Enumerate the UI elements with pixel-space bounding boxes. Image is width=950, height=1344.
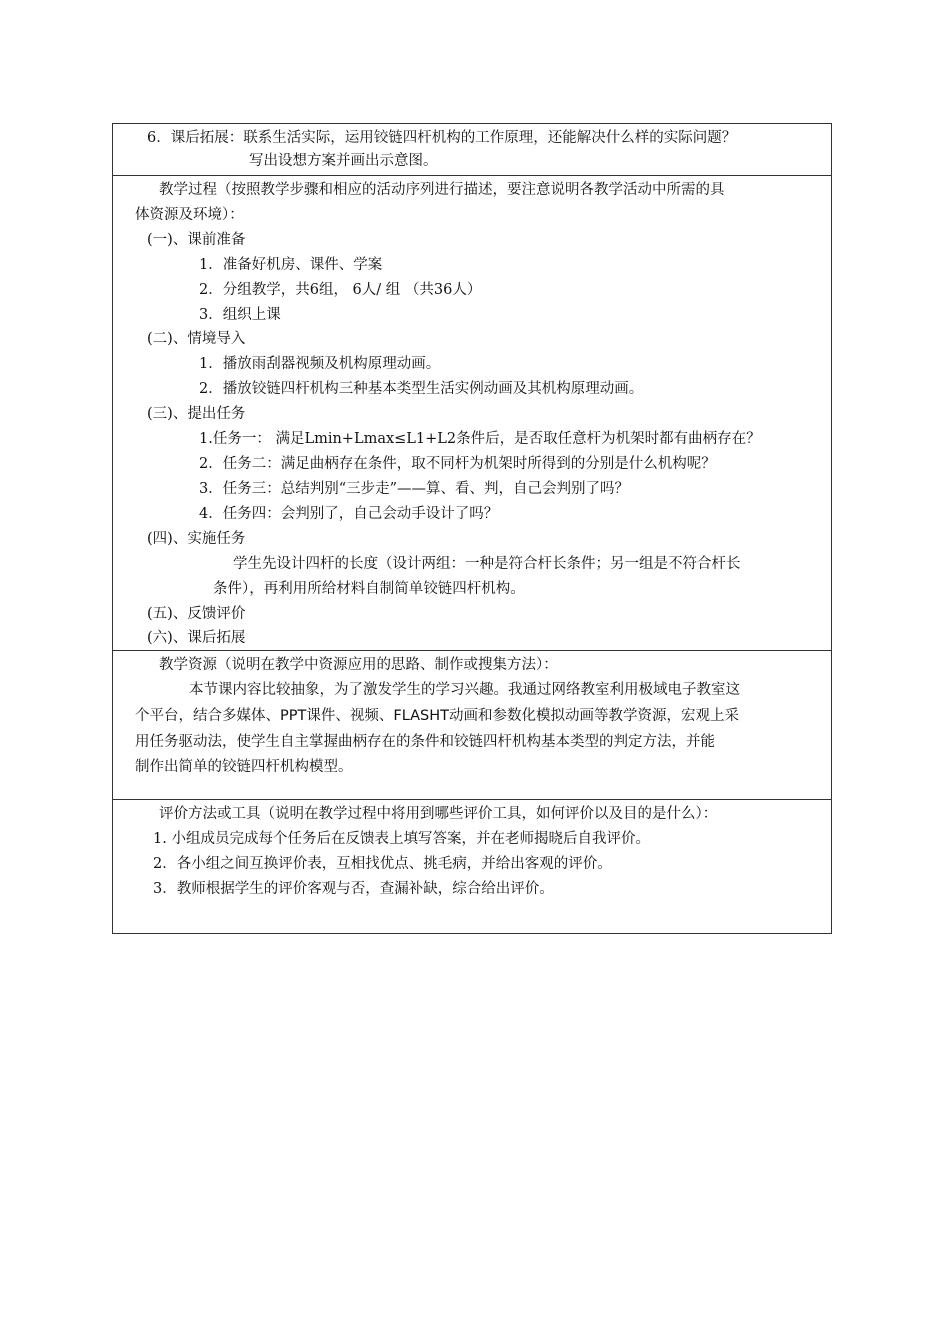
lesson-plan-table (112, 123, 832, 934)
extension-line-2: 写出设想方案并画出示意图。 (249, 153, 438, 169)
section-after-class-extension (113, 124, 831, 175)
step-heading-introduction: (二)、情境导入 (147, 331, 246, 347)
section-teaching-resources (113, 650, 831, 799)
step-heading-feedback: (五)、反馈评价 (147, 606, 246, 622)
resources-text-c: 课件、视频、 (306, 708, 394, 724)
preparation-item-1: 1．准备好机房、课件、学案 (199, 257, 383, 273)
step-heading-extension: (六)、课后拓展 (147, 630, 246, 646)
introduction-item-1: 1．播放雨刮器视频及机构原理动画。 (199, 356, 441, 372)
introduction-item-2: 2．播放铰链四杆机构三种基本类型生活实例动画及其机构原理动画。 (199, 381, 644, 397)
implementation-line-2: 条件），再利用所给材料自制简单铰链四杆机构。 (213, 581, 525, 597)
evaluation-heading: 评价方法或工具（说明在教学过程中将用到哪些评价工具，如何评价以及目的是什么）： (159, 806, 718, 822)
task-item-2: 2．任务二：满足曲柄存在条件，取不同杆为机架时所得到的分别是什么机构呢？ (199, 456, 716, 472)
resources-heading: 教学资源（说明在教学中资源应用的思路、制作或搜集方法）： (159, 657, 558, 673)
task-item-3: 3．任务三：总结判别“三步走”——算、看、判，自己会判别了吗？ (199, 481, 630, 497)
section-teaching-process (113, 175, 831, 650)
step-heading-preparation: (一)、课前准备 (147, 232, 246, 248)
resources-line-1: 本节课内容比较抽象，为了激发学生的学习兴趣。我通过网络教室利用极域电子教室这 (189, 682, 740, 698)
process-heading-line-1: 教学过程（按照教学步骤和相应的活动序列进行描述，要注意说明各教学活动中所需的具 (159, 182, 725, 198)
resources-text-flash: FLASHT (393, 708, 449, 724)
evaluation-item-3: 3．教师根据学生的评价客观与否，查漏补缺，综合给出评价。 (153, 881, 554, 897)
resources-text-a: 个平台，结合多媒体、 (135, 708, 280, 724)
process-heading-line-2: 体资源及环境）： (135, 207, 244, 223)
resources-text-e: 动画和参数化模拟动画等教学资源，宏观上采 (449, 708, 739, 724)
evaluation-item-1: 1. 小组成员完成每个任务后在反馈表上填写答案，并在老师揭晓后自我评价。 (153, 831, 650, 847)
preparation-item-3: 3．组织上课 (199, 307, 281, 323)
task-item-1: 1.任务一： 满足Lmin+Lmax≤L1+L2条件后，是否取任意杆为机架时都有曲柄存在？ (199, 431, 761, 447)
implementation-line-1: 学生先设计四杆的长度（设计两组：一种是符合杆长条件；另一组是不符合杆长 (233, 556, 741, 572)
step-heading-implementation: (四)、实施任务 (147, 531, 246, 547)
resources-line-3: 用任务驱动法，使学生自主掌握曲柄存在的条件和铰链四杆机构基本类型的判定方法，并能 (135, 734, 715, 750)
step-heading-tasks: (三)、提出任务 (147, 406, 246, 422)
section-evaluation-methods (113, 799, 831, 933)
task-item-4: 4．任务四：会判别了，自己会动手设计了吗？ (199, 506, 499, 522)
resources-line-4: 制作出简单的铰链四杆机构模型。 (135, 759, 353, 775)
evaluation-item-2: 2．各小组之间互换评价表，互相找优点、挑毛病，并给出客观的评价。 (153, 856, 612, 872)
resources-line-2 (135, 706, 739, 726)
extension-line-1: 6．课后拓展：联系生活实际，运用铰链四杆机构的工作原理，还能解决什么样的实际问题？ (147, 130, 737, 146)
preparation-item-2: 2．分组教学，共6组， 6人/ 组 （共36人） (199, 282, 482, 298)
resources-text-ppt: PPT (280, 708, 307, 724)
